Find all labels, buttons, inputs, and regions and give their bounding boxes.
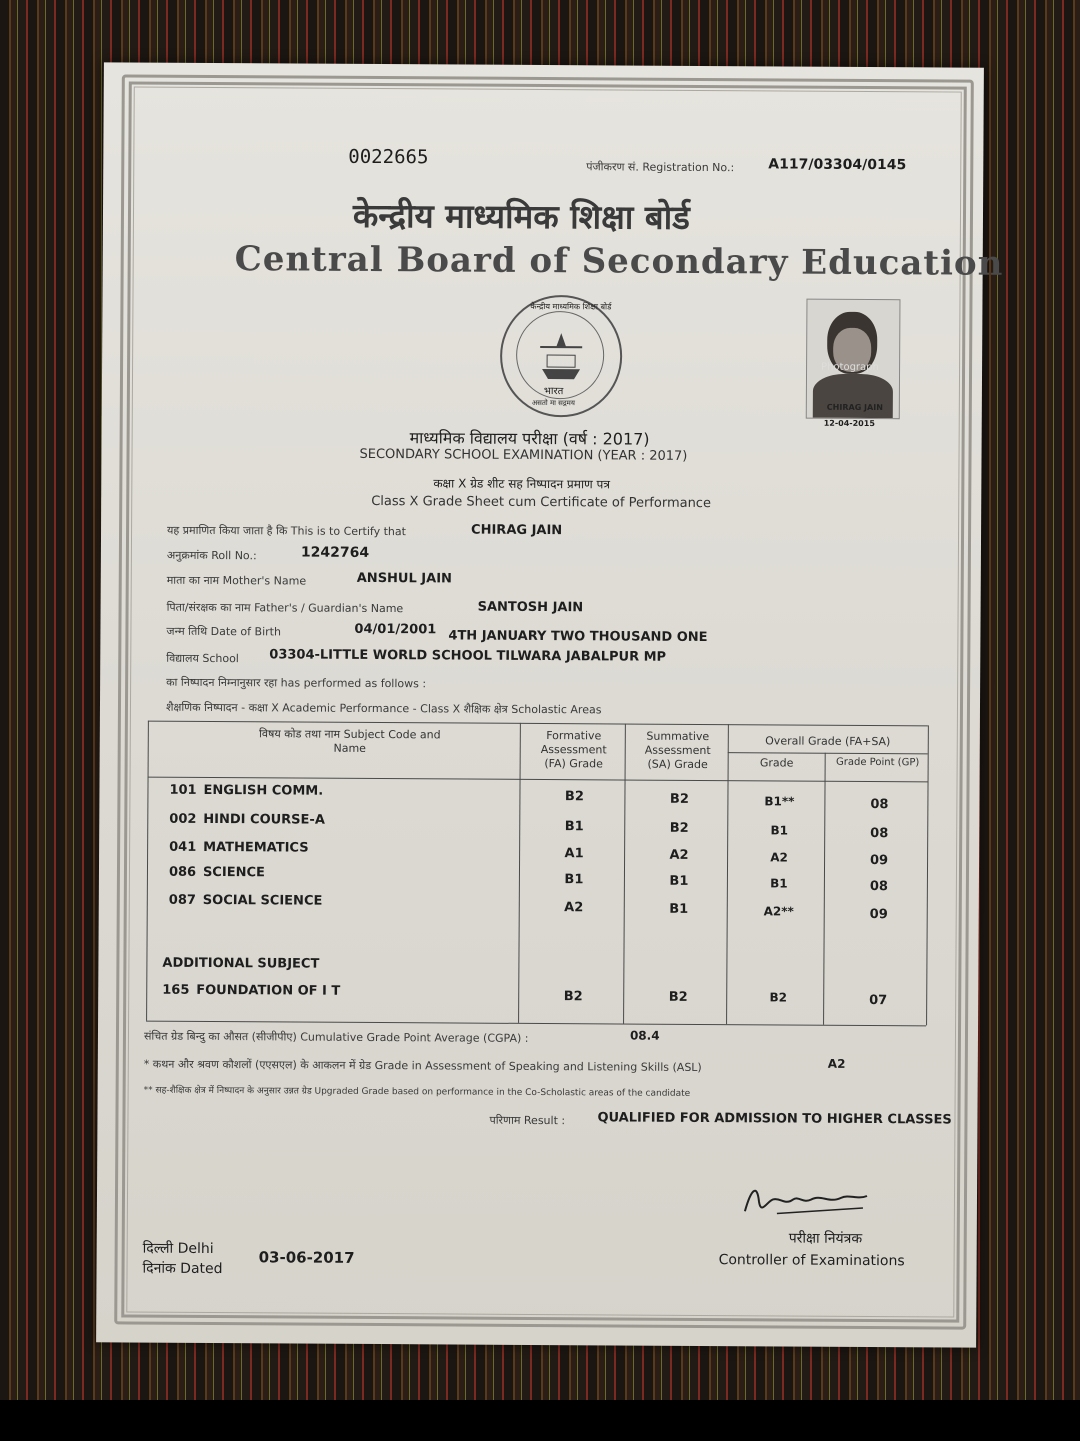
subject-name: MATHEMATICS bbox=[203, 839, 309, 856]
photo-date: 12-04-2015 bbox=[823, 418, 875, 429]
overall-grade: B1 bbox=[770, 823, 789, 838]
subject-name: FOUNDATION OF I T bbox=[196, 982, 341, 999]
fa-grade: A1 bbox=[564, 846, 584, 862]
sa-grade: B1 bbox=[669, 901, 689, 917]
header-grade: Grade bbox=[759, 756, 794, 770]
controller-title-english: Controller of Examinations bbox=[718, 1252, 905, 1270]
roll-number: 1242764 bbox=[300, 544, 370, 561]
grade-point: 09 bbox=[869, 907, 888, 923]
school-label: विद्यालय School bbox=[166, 651, 239, 666]
subject-code: 002 bbox=[169, 811, 197, 827]
issue-date: 03-06-2017 bbox=[258, 1248, 355, 1267]
academic-label: शैक्षणिक निष्पादन - कक्षा X Academic Performance - Class X शैक्षिक क्षेत्र Scholastic Areas bbox=[165, 700, 602, 717]
sa-grade: B2 bbox=[669, 791, 689, 807]
subject-name: HINDI COURSE-A bbox=[203, 811, 325, 828]
grade-point: 08 bbox=[870, 797, 889, 813]
grade-point: 07 bbox=[869, 993, 888, 1009]
subject-code: 087 bbox=[168, 892, 196, 908]
sa-grade: B2 bbox=[668, 989, 688, 1005]
performed-label: का निष्पादन निम्नानुसार रहा has performed as follows : bbox=[166, 675, 427, 691]
father-label: पिता/संरक्षक का नाम Father's / Guardian's Name bbox=[166, 600, 404, 616]
subject-name: SOCIAL SCIENCE bbox=[202, 892, 323, 909]
exam-title-hindi: माध्यमिक विद्यालय परीक्षा (वर्ष : 2017) bbox=[409, 428, 650, 449]
photo-label: Photograph bbox=[821, 361, 879, 374]
fa-grade: B1 bbox=[564, 872, 584, 888]
cgpa-label: संचित ग्रेड बिन्दु का औसत (सीजीपीए) Cumulative Grade Point Average (CGPA) : bbox=[143, 1029, 529, 1045]
overall-grade: B2 bbox=[769, 990, 788, 1005]
header-gp: Grade Point (GP) bbox=[835, 756, 920, 769]
fa-grade: B2 bbox=[564, 789, 584, 805]
dated-label: दिनांक Dated bbox=[142, 1260, 223, 1278]
registration-number: A117/03304/0145 bbox=[768, 156, 907, 174]
asl-label: * कथन और श्रवण कौशलों (एएसएल) के आकलन में ग्रेड Grade in Assessment of Speaking and Listening Skills (ASL) bbox=[143, 1057, 702, 1074]
sa-grade: B2 bbox=[669, 820, 689, 836]
grade-sheet-title-english: Class X Grade Sheet cum Certificate of Performance bbox=[371, 493, 712, 512]
seal-top-text: केन्द्रीय माध्यमिक शिक्षा बोर्ड bbox=[530, 301, 612, 312]
header-overall: Overall Grade (FA+SA) bbox=[765, 734, 891, 749]
fa-grade: A2 bbox=[564, 900, 584, 916]
father-name: SANTOSH JAIN bbox=[477, 599, 584, 616]
dob-words: 4TH JANUARY TWO THOUSAND ONE bbox=[448, 628, 708, 646]
subject-name: SCIENCE bbox=[202, 864, 265, 881]
seal-bottom-text: असतो मा सद्गमय bbox=[531, 398, 575, 408]
board-name-english: Central Board of Secondary Education bbox=[234, 239, 1004, 284]
seal-mid-text: भारत bbox=[543, 386, 564, 398]
header-sa: Summative Assessment (SA) Grade bbox=[644, 729, 711, 772]
overall-grade: A2** bbox=[763, 904, 794, 919]
controller-signature bbox=[737, 1181, 877, 1222]
sa-grade: A2 bbox=[669, 847, 689, 863]
cgpa-value: 08.4 bbox=[629, 1028, 660, 1043]
controller-title-hindi: परीक्षा नियंत्रक bbox=[788, 1230, 863, 1247]
registration-label: पंजीकरण सं. Registration No.: bbox=[586, 160, 735, 175]
grade-point: 08 bbox=[869, 879, 888, 895]
sa-grade: B1 bbox=[669, 873, 689, 889]
subject-code: 165 bbox=[162, 982, 190, 998]
additional-subject-label: ADDITIONAL SUBJECT bbox=[162, 955, 320, 972]
lamp-icon bbox=[502, 297, 621, 416]
school-name: 03304-LITTLE WORLD SCHOOL TILWARA JABALPUR MP bbox=[269, 647, 667, 665]
header-subject: विषय कोड तथा नाम Subject Code and Name bbox=[259, 727, 441, 755]
overall-grade: B1 bbox=[770, 876, 788, 891]
subject-code: 041 bbox=[169, 839, 197, 855]
candidate-photograph bbox=[806, 299, 901, 420]
fa-grade: B1 bbox=[564, 819, 584, 835]
grade-point: 08 bbox=[870, 826, 889, 842]
photo-name: CHIRAG JAIN bbox=[826, 402, 883, 413]
result-label: परिणाम Result : bbox=[489, 1113, 566, 1128]
mother-name: ANSHUL JAIN bbox=[356, 570, 452, 587]
overall-grade: B1** bbox=[764, 794, 795, 809]
roll-label: अनुक्रमांक Roll No.: bbox=[166, 548, 257, 563]
overall-grade: A2 bbox=[770, 850, 788, 865]
subject-code: 086 bbox=[168, 864, 197, 880]
candidate-name: CHIRAG JAIN bbox=[471, 522, 563, 539]
cbse-seal-logo bbox=[500, 295, 623, 418]
dob-label: जन्म तिथि Date of Birth bbox=[166, 624, 282, 639]
result-value: QUALIFIED FOR ADMISSION TO HIGHER CLASSES bbox=[597, 1110, 952, 1128]
dob-value: 04/01/2001 bbox=[354, 621, 437, 638]
certify-label: यह प्रमाणित किया जाता है कि This is to Certify that bbox=[167, 523, 407, 539]
exam-title-english: SECONDARY SCHOOL EXAMINATION (YEAR : 2017) bbox=[359, 446, 688, 464]
grade-point: 09 bbox=[869, 853, 889, 869]
fa-grade: B2 bbox=[563, 989, 583, 1005]
serial-number: 0022665 bbox=[348, 145, 429, 169]
bottom-bar bbox=[0, 1400, 1080, 1441]
grade-sheet-title-hindi: कक्षा X ग्रेड शीट सह निष्पादन प्रमाण पत्र bbox=[433, 476, 611, 492]
subject-name: ENGLISH COMM. bbox=[203, 782, 324, 799]
header-fa: Formative Assessment (FA) Grade bbox=[540, 729, 607, 771]
certificate-document bbox=[96, 62, 1004, 1347]
asl-value: A2 bbox=[827, 1056, 846, 1071]
mother-label: माता का नाम Mother's Name bbox=[166, 573, 307, 588]
board-name-hindi: केन्द्रीय माध्यमिक शिक्षा बोर्ड bbox=[352, 195, 691, 237]
subject-code: 101 bbox=[169, 782, 197, 798]
place-label: दिल्ली Delhi bbox=[142, 1240, 214, 1258]
upgraded-grade-note: ** सह-शैक्षिक क्षेत्र में निष्पादन के अनुसार उन्नत ग्रेड Upgraded Grade based on performance in the Co-Scholastic areas of the candidate bbox=[143, 1085, 691, 1099]
